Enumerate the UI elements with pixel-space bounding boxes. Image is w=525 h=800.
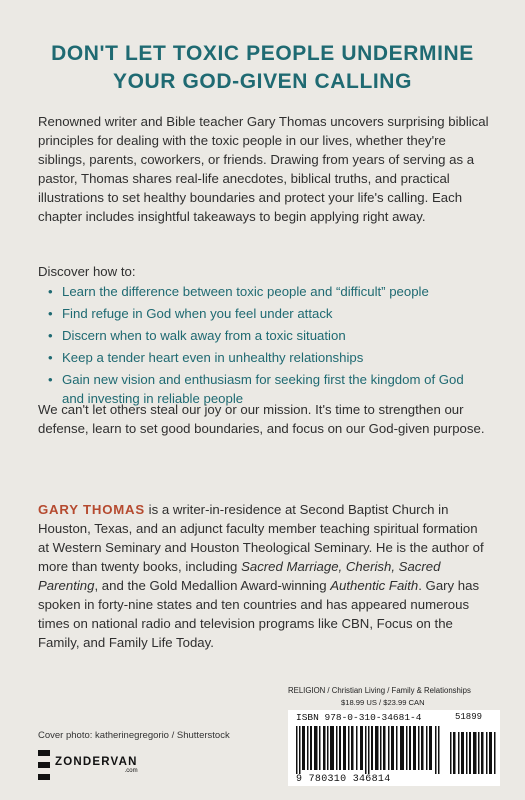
publisher-logo (38, 750, 138, 780)
list-item: • Gain new vision and enthusiasm for seeking first the kingdom of God and investing in reliable people (48, 370, 488, 408)
discover-label: Discover how to: (38, 264, 136, 279)
isbn-label: ISBN 978-0-310-34681-4 (296, 712, 422, 723)
list-item: • Discern when to walk away from a toxic situation (48, 326, 488, 345)
headline-line-1: DON'T LET TOXIC PEOPLE UNDERMINE (51, 42, 474, 65)
cover-credit: Cover photo: katherinegregorio / Shutterstock (38, 730, 230, 741)
bio-book-title: Authentic Faith (330, 578, 419, 593)
author-name: GARY THOMAS (38, 502, 145, 517)
closing-paragraph: We can't let others steal our joy or our mission. It's time to strengthen our defense, learn to set good boundaries, and focus on our God-given purpose. (38, 402, 485, 436)
bio-text-3: . Gary has spoken in forty-nine states and ten countries and has appeared numerous times on national radio and television programs like CBN, Focus on the Family, and Family Life Today. (38, 578, 480, 650)
headline (0, 40, 525, 96)
price-label: $18.99 US / $23.99 CAN (341, 698, 425, 707)
addon-barcode-icon (450, 726, 496, 774)
publisher-name: ZONDERVAN (55, 755, 138, 768)
bio-book-titles: Sacred Marriage, Cherish, Sacred Parenting (38, 559, 441, 593)
discover-list (48, 282, 488, 411)
publisher-domain: .com (124, 767, 138, 774)
zondervan-logo-icon (38, 750, 50, 780)
list-item: • Keep a tender heart even in unhealthy relationships (48, 348, 488, 367)
barcode-icon (296, 726, 444, 774)
author-bio (38, 500, 490, 652)
addon-digits: 51899 (455, 712, 483, 722)
category-label: RELIGION / Christian Living / Family & Relationships (288, 686, 471, 695)
bio-text-1: is a writer-in-residence at Second Baptist Church in Houston, Texas, and an adjunct faculty member teaching spiritual formation at Western Seminary and Houston Theological Seminary. He is the author of more than twenty books, including (38, 502, 484, 574)
list-item: • Find refuge in God when you feel under attack (48, 304, 488, 323)
intro-paragraph: Renowned writer and Bible teacher Gary Thomas uncovers surprising biblical principles for dealing with the toxic people in our lives, whether they're siblings, parents, coworkers, or friends. Drawing from years of serving as a pastor, Thomas shares real-life anecdotes, biblical truths, and practical illustrations to set healthy boundaries and protect your life's calling. Each chapter includes insightful takeaways to begin applying right away. (38, 114, 489, 224)
headline-line-2: YOUR GOD-GIVEN CALLING (112, 70, 413, 93)
list-item: • Learn the difference between toxic people and “difficult” people (48, 282, 488, 301)
bio-text-2: , and the Gold Medallion Award-winning (94, 578, 331, 593)
barcode-digits: 9 780310 346814 (296, 774, 391, 785)
